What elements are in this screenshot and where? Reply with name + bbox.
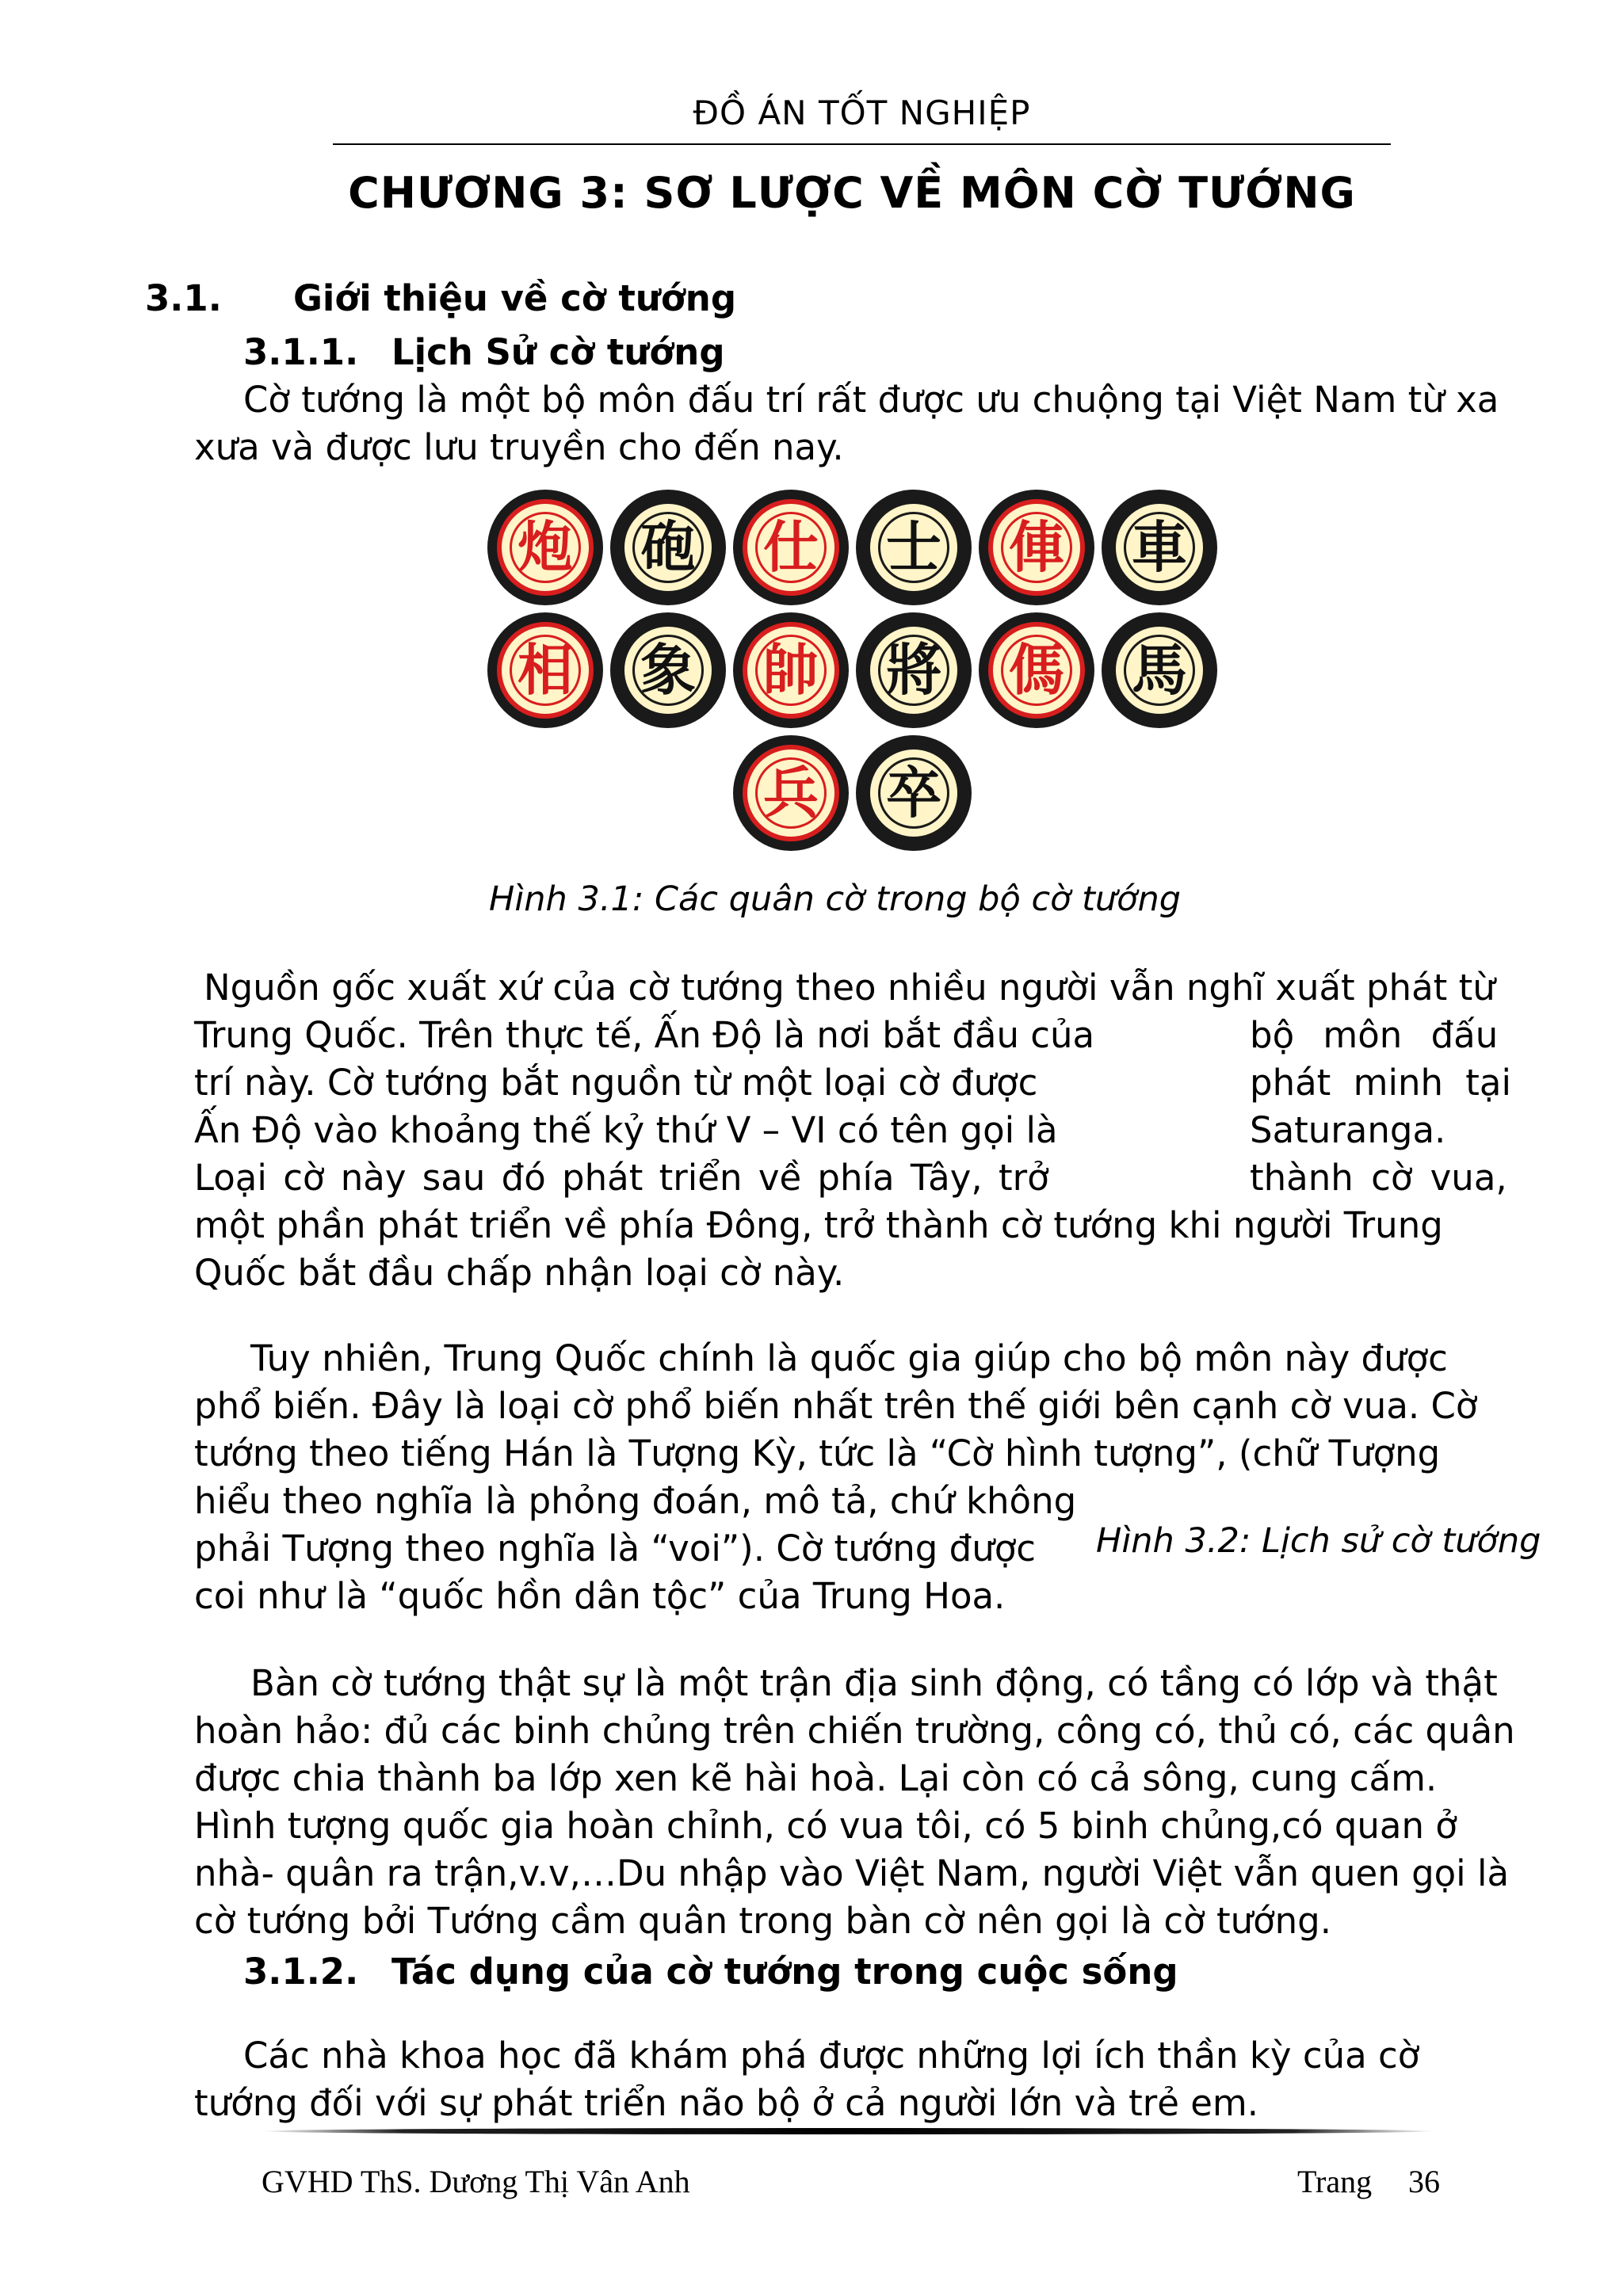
board-line-5: nhà- quân ra trận,v.v,…Du nhập vào Việt Nam, người Việt vẫn quen gọi là	[194, 1852, 1510, 1894]
chess-piece-glyph: 車	[1132, 515, 1187, 580]
origin-line-4-left: Ấn Độ vào khoảng thế kỷ thứ V – VI có tên gọi là	[194, 1109, 1058, 1151]
board-line-3: được chia thành ba lớp xen kẽ hài hoà. Lại còn có cả sông, cung cấm.	[194, 1757, 1438, 1799]
origin-line-5-right: thành cờ vua,	[1250, 1157, 1507, 1199]
figure-3-1-caption: Hình 3.1: Các quân cờ trong bộ cờ tướng	[489, 879, 1182, 919]
origin-line-3-right: phát minh tại	[1250, 1062, 1512, 1104]
origin-line-6: một phần phát triển về phía Đông, trở thành cờ tướng khi người Trung	[194, 1204, 1443, 1246]
chess-piece	[979, 490, 1094, 605]
chess-piece	[856, 612, 972, 728]
china-line-6: coi như là “quốc hồn dân tộc” của Trung Hoa.	[194, 1575, 1006, 1617]
chess-piece	[1102, 612, 1217, 728]
intro-line-2: xưa và được lưu truyền cho đến nay.	[194, 426, 844, 468]
chess-piece	[733, 612, 849, 728]
chess-piece-glyph: 相	[517, 638, 573, 703]
chess-piece	[610, 612, 726, 728]
chess-piece-glyph: 馬	[1132, 638, 1187, 703]
benefit-line-1: Các nhà khoa học đã khám phá được những lợi ích thần kỳ của cờ	[243, 2035, 1420, 2077]
chess-piece-glyph: 兵	[763, 761, 819, 826]
section-3-1-number: 3.1.	[145, 277, 222, 319]
china-line-2: phổ biến. Đây là loại cờ phổ biến nhất trên thế giới bên cạnh cờ vua. Cờ	[194, 1385, 1478, 1427]
intro-line-1: Cờ tướng là một bộ môn đấu trí rất được ưu chuộng tại Việt Nam từ xa	[243, 379, 1499, 421]
chess-piece-glyph: 將	[886, 638, 941, 703]
section-3-1-2-title: Tác dụng của cờ tướng trong cuộc sống	[391, 1951, 1178, 1993]
origin-line-2-left: Trung Quốc. Trên thực tế, Ấn Độ là nơi bắt đầu của	[194, 1014, 1095, 1056]
header-divider	[333, 143, 1391, 145]
chess-piece-glyph: 象	[640, 638, 696, 703]
chess-piece-glyph: 帥	[763, 638, 819, 703]
china-line-5: phải Tượng theo nghĩa là “voi”). Cờ tướng được	[194, 1527, 1037, 1569]
chapter-title: CHƯƠNG 3: SƠ LƯỢC VỀ MÔN CỜ TƯỚNG	[348, 168, 1356, 218]
chess-piece	[733, 735, 849, 851]
chess-piece-glyph: 俥	[1009, 515, 1064, 580]
board-line-1: Bàn cờ tướng thật sự là một trận địa sinh động, có tầng có lớp và thật	[250, 1662, 1498, 1704]
benefit-line-2: tướng đối với sự phát triển não bộ ở cả người lớn và trẻ em.	[194, 2082, 1259, 2124]
chess-piece	[487, 612, 603, 728]
china-line-4: hiểu theo nghĩa là phỏng đoán, mô tả, chứ không	[194, 1480, 1077, 1522]
origin-line-2-right: bộ môn đấu	[1250, 1014, 1499, 1056]
page-header: ĐỒ ÁN TỐT NGHIỆP	[693, 93, 1031, 132]
section-3-1-2-number: 3.1.2.	[243, 1951, 359, 1993]
china-line-1: Tuy nhiên, Trung Quốc chính là quốc gia giúp cho bộ môn này được	[250, 1337, 1448, 1379]
origin-line-1: Nguồn gốc xuất xứ của cờ tướng theo nhiều người vẫn nghĩ xuất phát từ	[204, 967, 1495, 1009]
origin-line-4-right: Saturanga.	[1250, 1109, 1446, 1151]
chess-piece	[856, 735, 972, 851]
board-line-2: hoàn hảo: đủ các binh chủng trên chiến trường, công có, thủ có, các quân	[194, 1710, 1515, 1752]
chess-piece-glyph: 砲	[640, 515, 696, 580]
chess-pieces-figure	[487, 490, 1224, 854]
footer-instructor: GVHD ThS. Dương Thị Vân Anh	[262, 2164, 690, 2199]
footer-page-number: 36	[1408, 2164, 1440, 2199]
chess-piece	[979, 612, 1094, 728]
board-line-6: cờ tướng bởi Tướng cầm quân trong bàn cờ nên gọi là cờ tướng.	[194, 1900, 1332, 1942]
chess-piece	[610, 490, 726, 605]
chess-piece	[856, 490, 972, 605]
chess-piece	[1102, 490, 1217, 605]
section-3-1-1-number: 3.1.1.	[243, 331, 359, 373]
footer-page-label: Trang	[1297, 2164, 1373, 2199]
china-line-3: tướng theo tiếng Hán là Tượng Kỳ, tức là “Cờ hình tượng”, (chữ Tượng	[194, 1432, 1441, 1474]
origin-line-3-left: trí này. Cờ tướng bắt nguồn từ một loại cờ được	[194, 1062, 1038, 1104]
chess-piece	[733, 490, 849, 605]
figure-3-2-caption: Hình 3.2: Lịch sử cờ tướng	[1096, 1521, 1541, 1561]
board-line-4: Hình tượng quốc gia hoàn chỉnh, có vua tôi, có 5 binh chủng,có quan ở	[194, 1805, 1457, 1847]
section-3-1-title: Giới thiệu về cờ tướng	[293, 277, 737, 319]
chess-piece-glyph: 士	[886, 515, 941, 580]
section-3-1-1-title: Lịch Sử cờ tướng	[391, 331, 725, 373]
chess-piece-glyph: 仕	[763, 515, 819, 580]
chess-piece	[487, 490, 603, 605]
origin-line-5-left: Loại cờ này sau đó phát triển về phía Tây, trở	[194, 1157, 1049, 1199]
footer-divider	[262, 2128, 1434, 2134]
origin-line-7: Quốc bắt đầu chấp nhận loại cờ này.	[194, 1252, 845, 1294]
chess-piece-glyph: 炮	[517, 515, 573, 580]
chess-piece-glyph: 卒	[886, 761, 941, 826]
chess-piece-glyph: 傌	[1009, 638, 1064, 703]
